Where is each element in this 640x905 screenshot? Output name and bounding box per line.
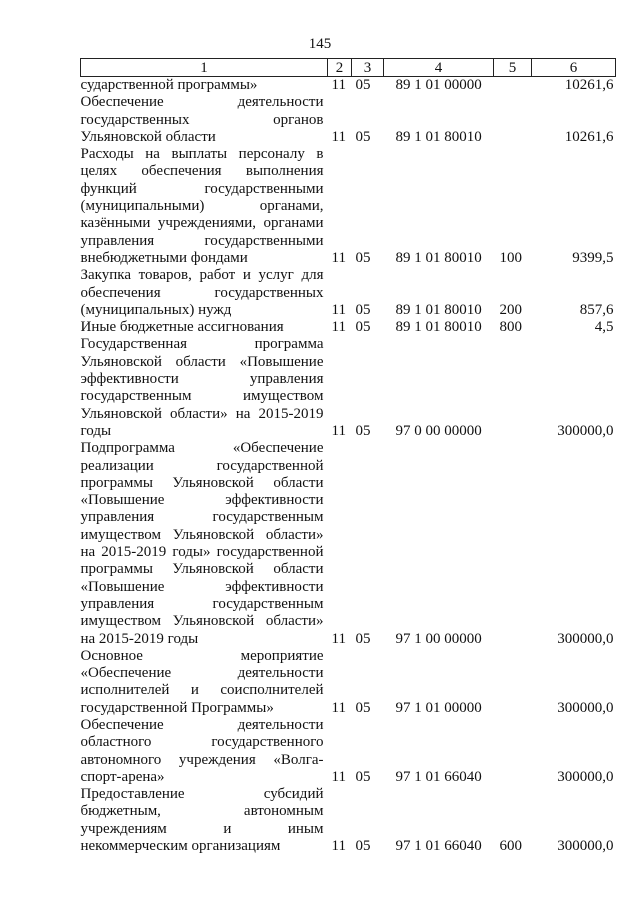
row-expense-type: 100 <box>499 249 522 266</box>
row-target-code: 97 1 01 66040 <box>395 838 482 855</box>
row-expense-type <box>494 648 532 717</box>
row-subsection: 05 <box>355 301 371 318</box>
row-name: Обеспечение деятельности государственных органов Ульяновской области <box>80 94 324 145</box>
row-target-code: 89 1 01 80010 <box>395 249 482 266</box>
row-amount: 9399,5 <box>572 249 614 266</box>
row-subsection: 05 <box>355 319 371 336</box>
row-expense-type: 800 <box>499 319 522 336</box>
row-section: 11 <box>331 128 346 145</box>
row-target-code: 97 1 00 00000 <box>395 630 482 647</box>
row-expense-type <box>494 717 532 786</box>
row-section: 11 <box>331 301 346 318</box>
row-subsection: 05 <box>355 630 371 647</box>
table-row <box>81 336 616 440</box>
budget-table <box>80 58 616 855</box>
row-target-code: 89 1 01 00000 <box>395 77 482 93</box>
header-col-2: 2 <box>328 59 352 77</box>
row-name: Расходы на выплаты персоналу в целях обеспечения выполнения функций государственными (муниципальными) органами, казёнными учреждениями, органами управления государственными внебюджетными фондами <box>80 146 324 266</box>
row-name: сударственной программы» <box>80 77 258 93</box>
header-col-5: 5 <box>494 59 532 77</box>
header-row <box>81 59 616 77</box>
row-expense-type <box>494 440 532 648</box>
row-amount: 300000,0 <box>557 699 614 716</box>
table-row <box>81 648 616 717</box>
table-row <box>81 786 616 855</box>
row-target-code: 89 1 01 80010 <box>395 301 482 318</box>
row-name: Иные бюджетные ассигнования <box>80 319 284 336</box>
row-target-code: 97 0 00 00000 <box>395 422 482 439</box>
table-body <box>81 77 616 856</box>
row-subsection: 05 <box>355 77 371 93</box>
row-section: 11 <box>331 630 346 647</box>
row-amount: 10261,6 <box>564 77 614 93</box>
table-row <box>81 267 616 319</box>
header-col-6: 6 <box>532 59 616 77</box>
row-section: 11 <box>331 77 346 93</box>
row-target-code: 97 1 01 66040 <box>395 768 482 785</box>
row-target-code: 89 1 01 80010 <box>395 128 482 145</box>
row-expense-type: 600 <box>499 838 522 855</box>
row-expense-type <box>494 77 532 95</box>
row-target-code: 97 1 01 00000 <box>395 699 482 716</box>
row-name: Подпрограмма «Обеспечение реализации государственной программы Ульяновской области «Повышение эффективности управления государственным имуществом Ульяновской области» на 2015-2019 годы» государственной программы Ульяновской области «Повышение эффективности управления государственным имуществом Ульяновской области» на 2015-2019 годы <box>80 440 324 647</box>
row-subsection: 05 <box>355 768 371 785</box>
row-name: Закупка товаров, работ и услуг для обеспечения государственных (муниципальных) нужд <box>80 267 324 318</box>
row-name: Предоставление субсидий бюджетным, автономным учреждениям и иным некоммерческим организациям <box>80 786 324 855</box>
table-header <box>81 59 616 77</box>
row-section: 11 <box>331 319 346 336</box>
header-col-3: 3 <box>352 59 384 77</box>
table-row <box>81 77 616 95</box>
table-row <box>81 319 616 336</box>
row-name: Обеспечение деятельности областного государственного автономного учреждения «Волга-спорт-арена» <box>80 716 324 785</box>
page-number: 145 <box>308 36 332 52</box>
table-row <box>81 440 616 648</box>
row-expense-type: 200 <box>499 301 522 318</box>
table-row <box>81 717 616 786</box>
row-amount: 300000,0 <box>557 630 614 647</box>
row-subsection: 05 <box>355 422 371 439</box>
row-amount: 10261,6 <box>564 128 614 145</box>
row-amount: 300000,0 <box>557 838 614 855</box>
row-subsection: 05 <box>355 128 371 145</box>
header-col-4: 4 <box>384 59 494 77</box>
row-amount: 300000,0 <box>557 422 614 439</box>
row-name: Основное мероприятие «Обеспечение деятельности исполнителей и соисполнителей государственной Программы» <box>80 647 324 716</box>
row-name: Государственная программа Ульяновской области «Повышение эффективности управления государственным имуществом Ульяновской области» на 2015-2019 годы <box>80 336 324 439</box>
row-subsection: 05 <box>355 249 371 266</box>
table-row <box>81 146 616 267</box>
row-section: 11 <box>331 768 346 785</box>
row-subsection: 05 <box>355 838 371 855</box>
row-section: 11 <box>331 699 346 716</box>
row-subsection: 05 <box>355 699 371 716</box>
row-amount: 300000,0 <box>557 768 614 785</box>
row-expense-type <box>494 336 532 440</box>
row-amount: 4,5 <box>594 319 614 336</box>
table-row <box>81 94 616 146</box>
row-amount: 857,6 <box>579 301 614 318</box>
row-section: 11 <box>331 422 346 439</box>
row-section: 11 <box>331 838 346 855</box>
row-section: 11 <box>331 249 346 266</box>
row-target-code: 89 1 01 80010 <box>395 319 482 336</box>
row-expense-type <box>494 94 532 146</box>
header-col-1: 1 <box>81 59 328 77</box>
